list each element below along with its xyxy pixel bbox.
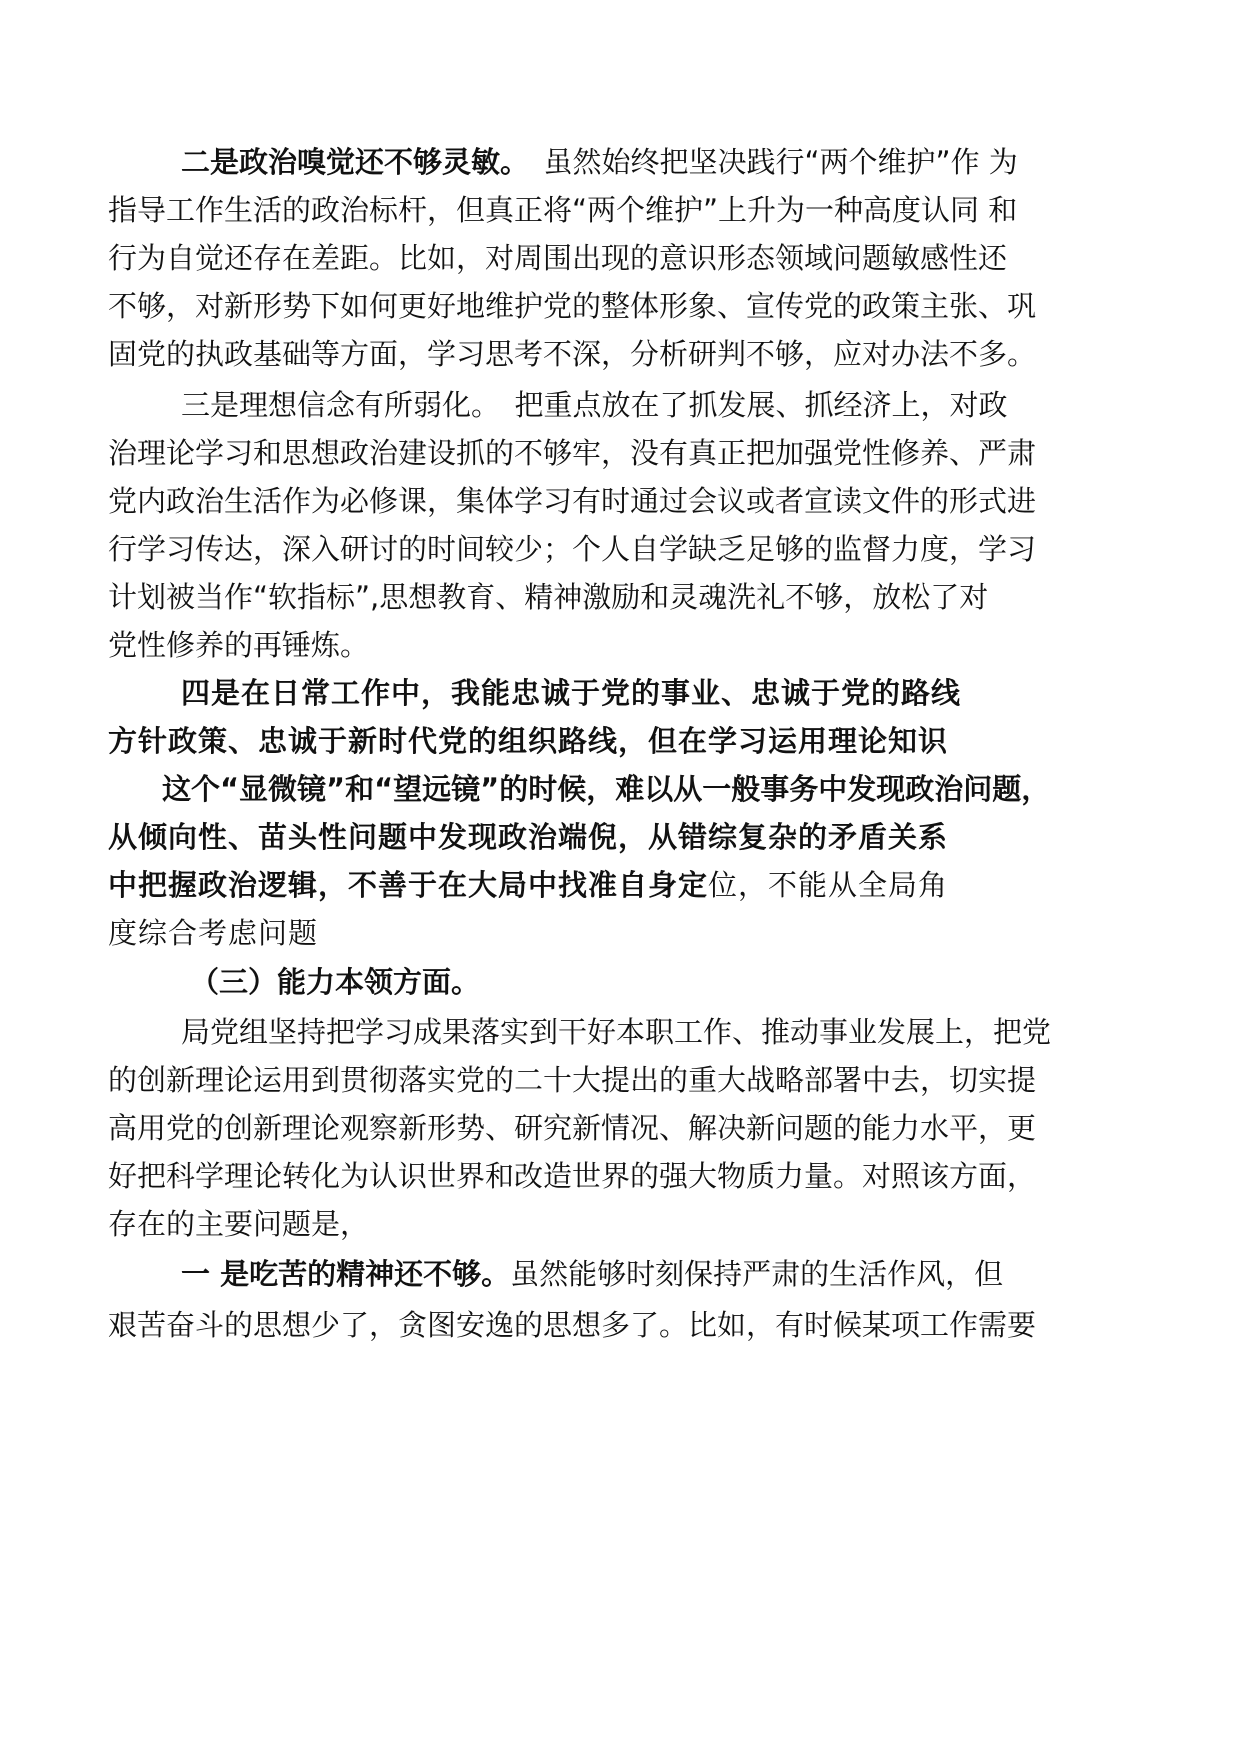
text-line [108,286,1036,326]
text-run: 存在的主要问题是， [108,1207,370,1241]
text-line [108,865,948,905]
text-run: 治理论学习和思想政治建设抓的不够牢，没有真正把加强党性修养、严肃 [108,436,1037,470]
text-line [181,142,1018,182]
text-line [108,433,1036,473]
text-line [108,238,1007,278]
text-bold: 一 是吃苦的精神还不够。 [181,1257,511,1291]
text-run: 高用党的创新理论观察新形势、研究新情况、解决新问题的能力水平，更 [108,1111,1037,1145]
text-line [108,1156,1036,1196]
text-line [108,1204,369,1244]
text-line [181,1012,1051,1052]
text-line [162,769,1050,809]
text-bold: 四是在日常工作中，我能忠诚于党的事业、忠诚于党的路线 [181,676,962,710]
text-bold: 从倾向性、苗头性问题中发现政治端倪，从错综复杂的矛盾关系 [108,820,949,854]
text-run: 党性修养的再锤炼。 [108,628,370,662]
text-line [108,625,369,665]
text-run: 艰苦奋斗的思想少了，贪图安逸的思想多了。比如，有时候某项工作需要 [108,1308,1037,1342]
text-line [108,577,988,617]
text-bold: 方针政策、忠诚于新时代党的组织路线，但在学习运用理论知识 [108,724,949,758]
text-line [108,529,1036,569]
text-bold: 二是政治嗅觉还不够灵敏。 [181,145,515,179]
text-bold: （三）能力本领方面。 [190,965,481,999]
text-bold: 中把握政治逻辑，不善于在大局中找准自身定 [108,868,709,902]
text-line [108,190,1017,230]
text-bold: 这个“显微镜”和“望远镜”的时候，难以从一般事务中发现政治问题， [162,772,1051,806]
text-line [108,817,948,857]
section-heading [190,962,480,1002]
text-line [181,1254,1003,1294]
text-run: 固党的执政基础等方面，学习思考不深，分析研判不够，应对办法不多。 [108,337,1037,371]
text-line [108,721,948,761]
text-run: 党内政治生活作为必修课，集体学习有时通过会议或者宣读文件的形式进 [108,484,1037,518]
text-run: 指导工作生活的政治标杆，但真正将“两个维护”上升为一种高度认同 和 [108,193,1018,227]
text-run: 局党组坚持把学习成果落实到干好本职工作、推动事业发展上，把党 [181,1015,1052,1049]
text-run: 虽然能够时刻保持严肃的生活作风，但 [510,1257,1004,1291]
text-line [108,481,1036,521]
text-line [108,913,318,953]
text-run: 行学习传达，深入研讨的时间较少；个人自学缺乏足够的监督力度，学习 [108,532,1037,566]
text-run: 行为自觉还存在差距。比如，对周围出现的意识形态领域问题敏感性还 [108,241,1008,275]
text-line [181,673,961,713]
text-run: 好把科学理论转化为认识世界和改造世界的强大物质力量。对照该方面， [108,1159,1037,1193]
text-line [181,385,1008,425]
text-line [108,1305,1036,1345]
text-run: 不够，对新形势下如何更好地维护党的整体形象、宣传党的政策主张、巩 [108,289,1037,323]
text-run: 的创新理论运用到贯彻落实党的二十大提出的重大战略部署中去，切实提 [108,1063,1037,1097]
text-run: 三是理想信念有所弱化。 把重点放在了抓发展、抓经济上，对政 [181,388,1008,422]
text-line [108,1108,1036,1148]
text-run: 计划被当作“软指标”,思想教育、精神激励和灵魂洗礼不够，放松了对 [108,580,989,614]
text-line [108,334,1036,374]
text-run: 度综合考虑问题 [108,916,319,950]
text-run: 虽然始终把坚决践行“两个维护”作 为 [514,145,1018,179]
text-run: 位，不能从全局角 [708,868,949,902]
text-line [108,1060,1036,1100]
